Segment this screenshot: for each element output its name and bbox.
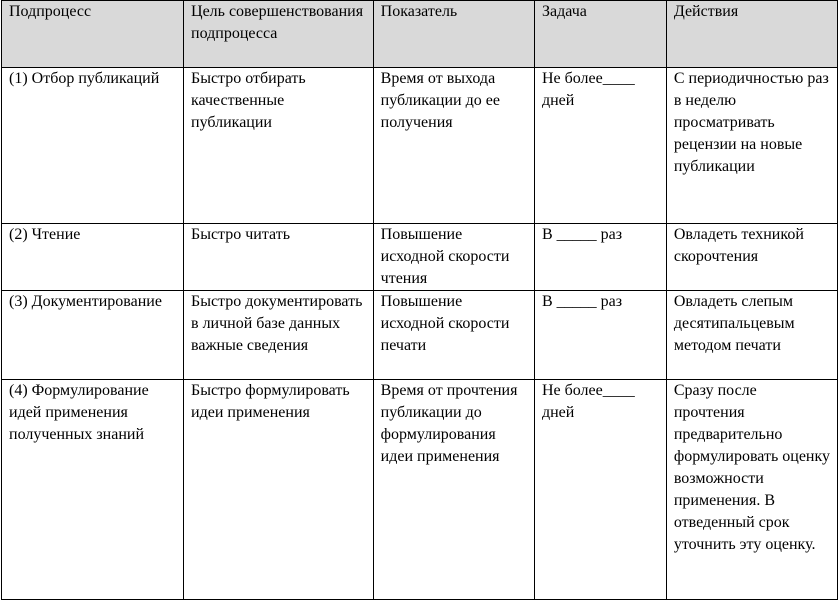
- cell-goal: Быстро отбирать качественные публикации: [184, 68, 374, 224]
- header-actions: Действия: [666, 1, 837, 68]
- cell-actions: Овладеть техникой скорочтения: [666, 224, 837, 291]
- table-row: [2, 68, 838, 224]
- table-row: [2, 291, 838, 380]
- cell-actions: С периодичностью раз в неделю просматривать рецензии на новые публикации: [666, 68, 837, 224]
- header-row: [2, 1, 838, 68]
- cell-task: В _____ раз: [534, 291, 666, 380]
- cell-goal: Быстро документировать в личной базе данных важные сведения: [184, 291, 374, 380]
- header-goal: Цель совершенствования подпроцесса: [184, 1, 374, 68]
- header-task: Задача: [534, 1, 666, 68]
- cell-goal: Быстро читать: [184, 224, 374, 291]
- improvement-table: [1, 0, 838, 600]
- cell-actions: Сразу после прочтения предварительно формулировать оценку возможности применения. В отведенный срок уточнить эту оценку.: [666, 380, 837, 600]
- table-row: [2, 380, 838, 600]
- table-header: [2, 1, 838, 68]
- header-indicator: Показатель: [373, 1, 534, 68]
- cell-indicator: Время от выхода публикации до ее получения: [373, 68, 534, 224]
- cell-subprocess: (1) Отбор публикаций: [2, 68, 184, 224]
- cell-indicator: Повышение исходной скорости печати: [373, 291, 534, 380]
- cell-indicator: Время от прочтения публикации до формулирования идеи применения: [373, 380, 534, 600]
- cell-subprocess: (2) Чтение: [2, 224, 184, 291]
- cell-actions: Овладеть слепым десятипальцевым методом печати: [666, 291, 837, 380]
- cell-subprocess: (4) Формулирование идей применения полученных знаний: [2, 380, 184, 600]
- cell-goal: Быстро формулировать идеи применения: [184, 380, 374, 600]
- cell-indicator: Повышение исходной скорости чтения: [373, 224, 534, 291]
- cell-subprocess: (3) Документирование: [2, 291, 184, 380]
- cell-task: Не более____ дней: [534, 380, 666, 600]
- cell-task: В _____ раз: [534, 224, 666, 291]
- table-body: [2, 68, 838, 600]
- table-row: [2, 224, 838, 291]
- header-subprocess: Подпроцесс: [2, 1, 184, 68]
- cell-task: Не более____ дней: [534, 68, 666, 224]
